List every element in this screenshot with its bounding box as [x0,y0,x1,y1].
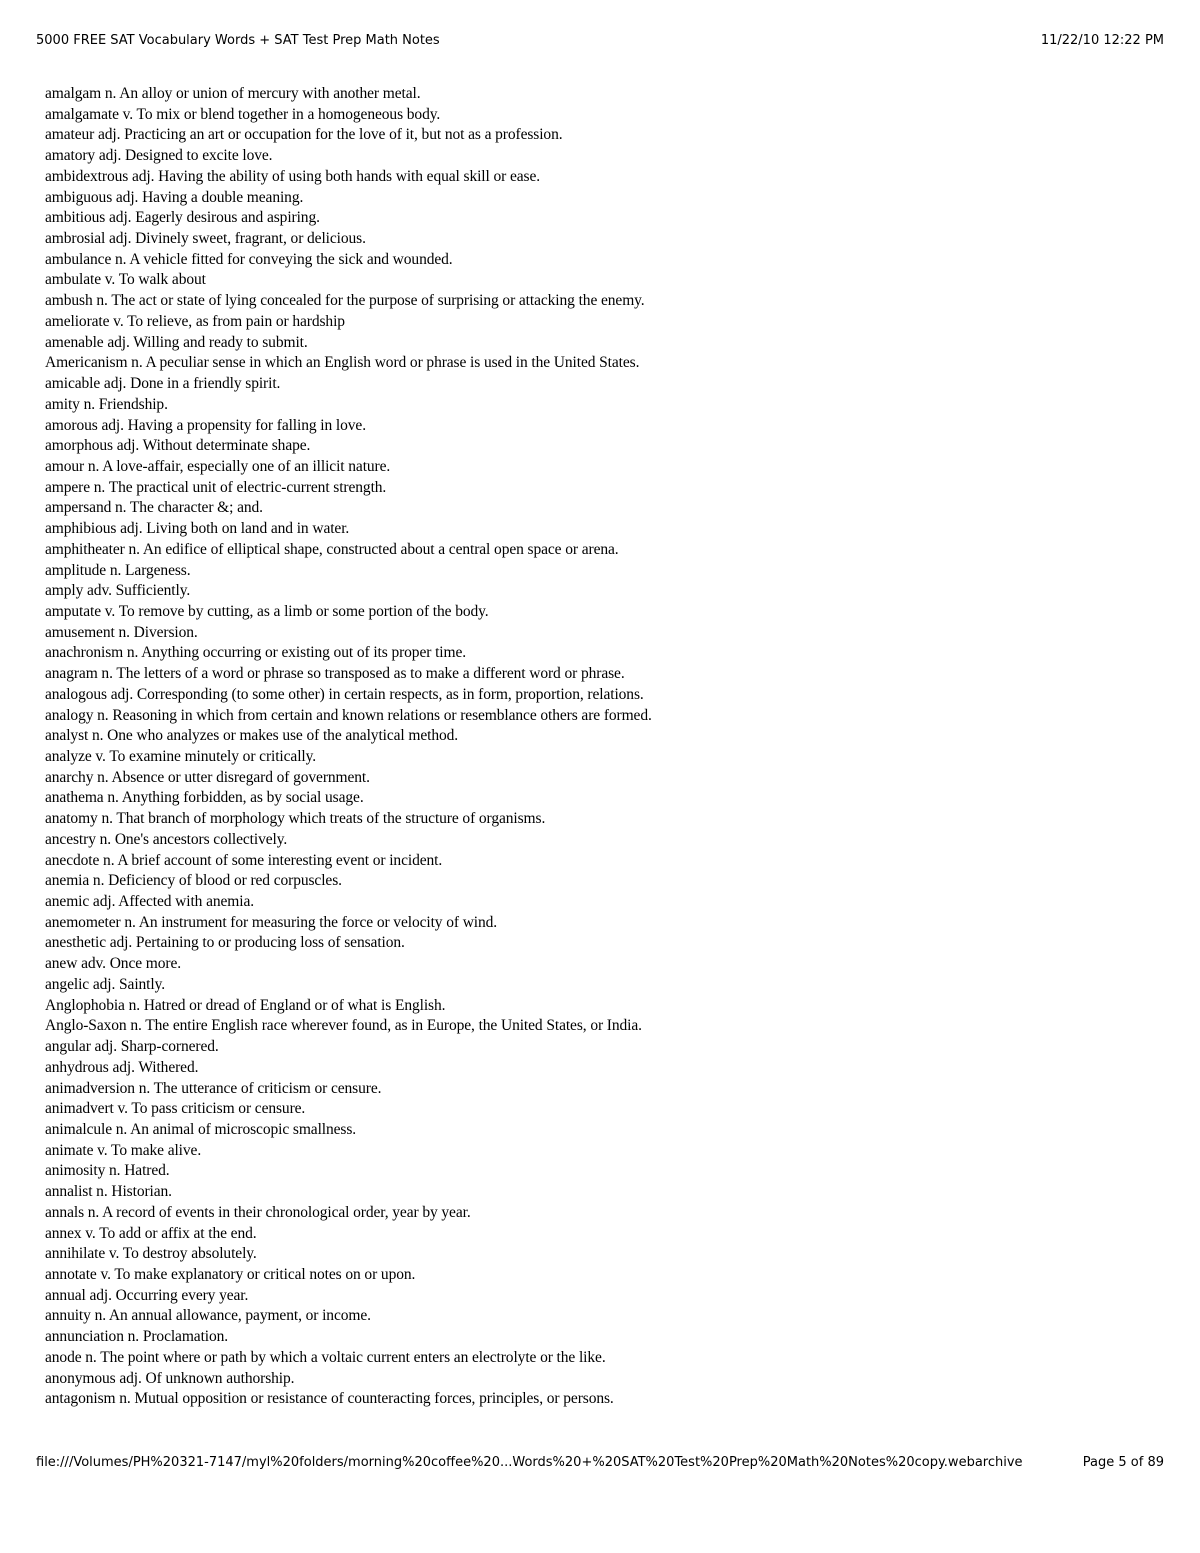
vocabulary-entry: ambidextrous adj. Having the ability of using both hands with equal skill or ease. [45,167,541,185]
vocabulary-entry: annunciation n. Proclamation. [45,1328,229,1346]
vocabulary-entry: animadversion n. The utterance of criticism or censure. [45,1079,382,1097]
vocabulary-entry: annuity n. An annual allowance, payment, or income. [45,1307,371,1325]
vocabulary-entry: analogous adj. Corresponding (to some other) in certain respects, as in form, proportion, relations. [45,685,644,703]
file-path: file:///Volumes/PH%20321-7147/myl%20folders/morning%20coffee%20...Words%20+%20SAT%20Test%20Prep%20Math%20Notes%20copy.webarchive [36,1455,1023,1470]
page-number: Page 5 of 89 [1082,1455,1164,1470]
print-datetime: 11/22/10 12:22 PM [1040,33,1164,48]
vocabulary-entry: analyst n. One who analyzes or makes use of the analytical method. [45,727,459,745]
vocabulary-entry: anonymous adj. Of unknown authorship. [45,1369,295,1387]
vocabulary-entry: anhydrous adj. Withered. [45,1058,199,1076]
vocabulary-entry: anemometer n. An instrument for measuring the force or velocity of wind. [45,913,498,931]
vocabulary-entry: anagram n. The letters of a word or phrase so transposed as to make a different word or phrase. [45,665,625,683]
vocabulary-entry: animadvert v. To pass criticism or censure. [45,1100,306,1118]
vocabulary-entry: anarchy n. Absence or utter disregard of government. [45,768,370,786]
vocabulary-entry: ambrosial adj. Divinely sweet, fragrant, or delicious. [45,230,366,248]
vocabulary-entry: anathema n. Anything forbidden, as by social usage. [45,789,364,807]
vocabulary-entry: amateur adj. Practicing an art or occupation for the love of it, but not as a profession. [45,126,563,144]
vocabulary-list [45,84,1165,1410]
vocabulary-entry: amorphous adj. Without determinate shape. [45,437,311,455]
vocabulary-entry: amenable adj. Willing and ready to submit. [45,333,308,351]
vocabulary-entry: ampersand n. The character &; and. [45,499,263,517]
print-header [36,33,1164,48]
vocabulary-entry: anemia n. Deficiency of blood or red corpuscles. [45,872,342,890]
vocabulary-entry: ambiguous adj. Having a double meaning. [45,188,304,206]
vocabulary-entry: animate v. To make alive. [45,1141,202,1159]
vocabulary-entry: anesthetic adj. Pertaining to or producing loss of sensation. [45,934,405,952]
vocabulary-entry: anew adv. Once more. [45,955,182,973]
vocabulary-entry: anemic adj. Affected with anemia. [45,893,255,911]
vocabulary-entry: analyze v. To examine minutely or critically. [45,748,317,765]
print-footer [36,1455,1164,1470]
vocabulary-entry: amicable adj. Done in a friendly spirit. [45,375,281,393]
vocabulary-entry: annex v. To add or affix at the end. [45,1224,257,1242]
vocabulary-entry: amity n. Friendship. [45,395,168,413]
vocabulary-entry: amalgamate v. To mix or blend together in a homogeneous body. [45,105,441,123]
vocabulary-entry: antagonism n. Mutual opposition or resistance of counteracting forces, principles, or persons. [45,1390,614,1408]
vocabulary-entry: amour n. A love-affair, especially one of an illicit nature. [45,457,391,475]
vocabulary-entry: angular adj. Sharp-cornered. [45,1038,219,1056]
vocabulary-entry: anachronism n. Anything occurring or existing out of its proper time. [45,644,466,662]
vocabulary-entry: angelic adj. Saintly. [45,975,166,993]
vocabulary-entry: annals n. A record of events in their chronological order, year by year. [45,1203,471,1221]
vocabulary-entry: anode n. The point where or path by which a voltaic current enters an electrolyte or the like. [45,1348,606,1366]
vocabulary-entry: amalgam n. An alloy or union of mercury with another metal. [45,85,421,102]
vocabulary-entry: animosity n. Hatred. [45,1162,170,1180]
vocabulary-entry: anecdote n. A brief account of some interesting event or incident. [45,851,443,869]
vocabulary-entry: ambitious adj. Eagerly desirous and aspiring. [45,209,320,227]
vocabulary-entry: amatory adj. Designed to excite love. [45,147,273,165]
vocabulary-entry: annalist n. Historian. [45,1183,172,1201]
vocabulary-entry: ampere n. The practical unit of electric-current strength. [45,478,387,496]
vocabulary-entry: Americanism n. A peculiar sense in which an English word or phrase is used in the United States. [45,354,640,372]
vocabulary-entry: animalcule n. An animal of microscopic smallness. [45,1120,357,1138]
vocabulary-entry: amphibious adj. Living both on land and in water. [45,520,350,538]
vocabulary-entry: ambulance n. A vehicle fitted for conveying the sick and wounded. [45,250,453,268]
vocabulary-entry: Anglo-Saxon n. The entire English race wherever found, as in Europe, the United States, or India. [45,1017,642,1035]
vocabulary-entry: annihilate v. To destroy absolutely. [45,1245,257,1263]
vocabulary-entry: amputate v. To remove by cutting, as a limb or some portion of the body. [45,602,489,620]
vocabulary-entry: amphitheater n. An edifice of elliptical shape, constructed about a central open space or arena. [45,540,619,558]
vocabulary-entry: Anglophobia n. Hatred or dread of England or of what is English. [45,996,446,1014]
vocabulary-entry: ameliorate v. To relieve, as from pain or hardship [45,312,345,330]
vocabulary-entry: ambulate v. To walk about [45,271,206,289]
vocabulary-entry: annual adj. Occurring every year. [45,1286,249,1304]
vocabulary-entry: ambush n. The act or state of lying concealed for the purpose of surprising or attacking the enemy. [45,292,645,310]
vocabulary-entry: amusement n. Diversion. [45,623,198,641]
vocabulary-entry: anatomy n. That branch of morphology which treats of the structure of organisms. [45,810,546,828]
vocabulary-entry: amply adv. Sufficiently. [45,582,191,600]
vocabulary-entry: analogy n. Reasoning in which from certain and known relations or resemblance others are formed. [45,706,652,724]
vocabulary-entry: annotate v. To make explanatory or critical notes on or upon. [45,1265,416,1283]
vocabulary-entry: amorous adj. Having a propensity for falling in love. [45,416,366,434]
document-title: 5000 FREE SAT Vocabulary Words + SAT Test Prep Math Notes [36,33,440,48]
vocabulary-entry: ancestry n. One's ancestors collectively. [45,830,288,848]
vocabulary-entry: amplitude n. Largeness. [45,561,191,579]
